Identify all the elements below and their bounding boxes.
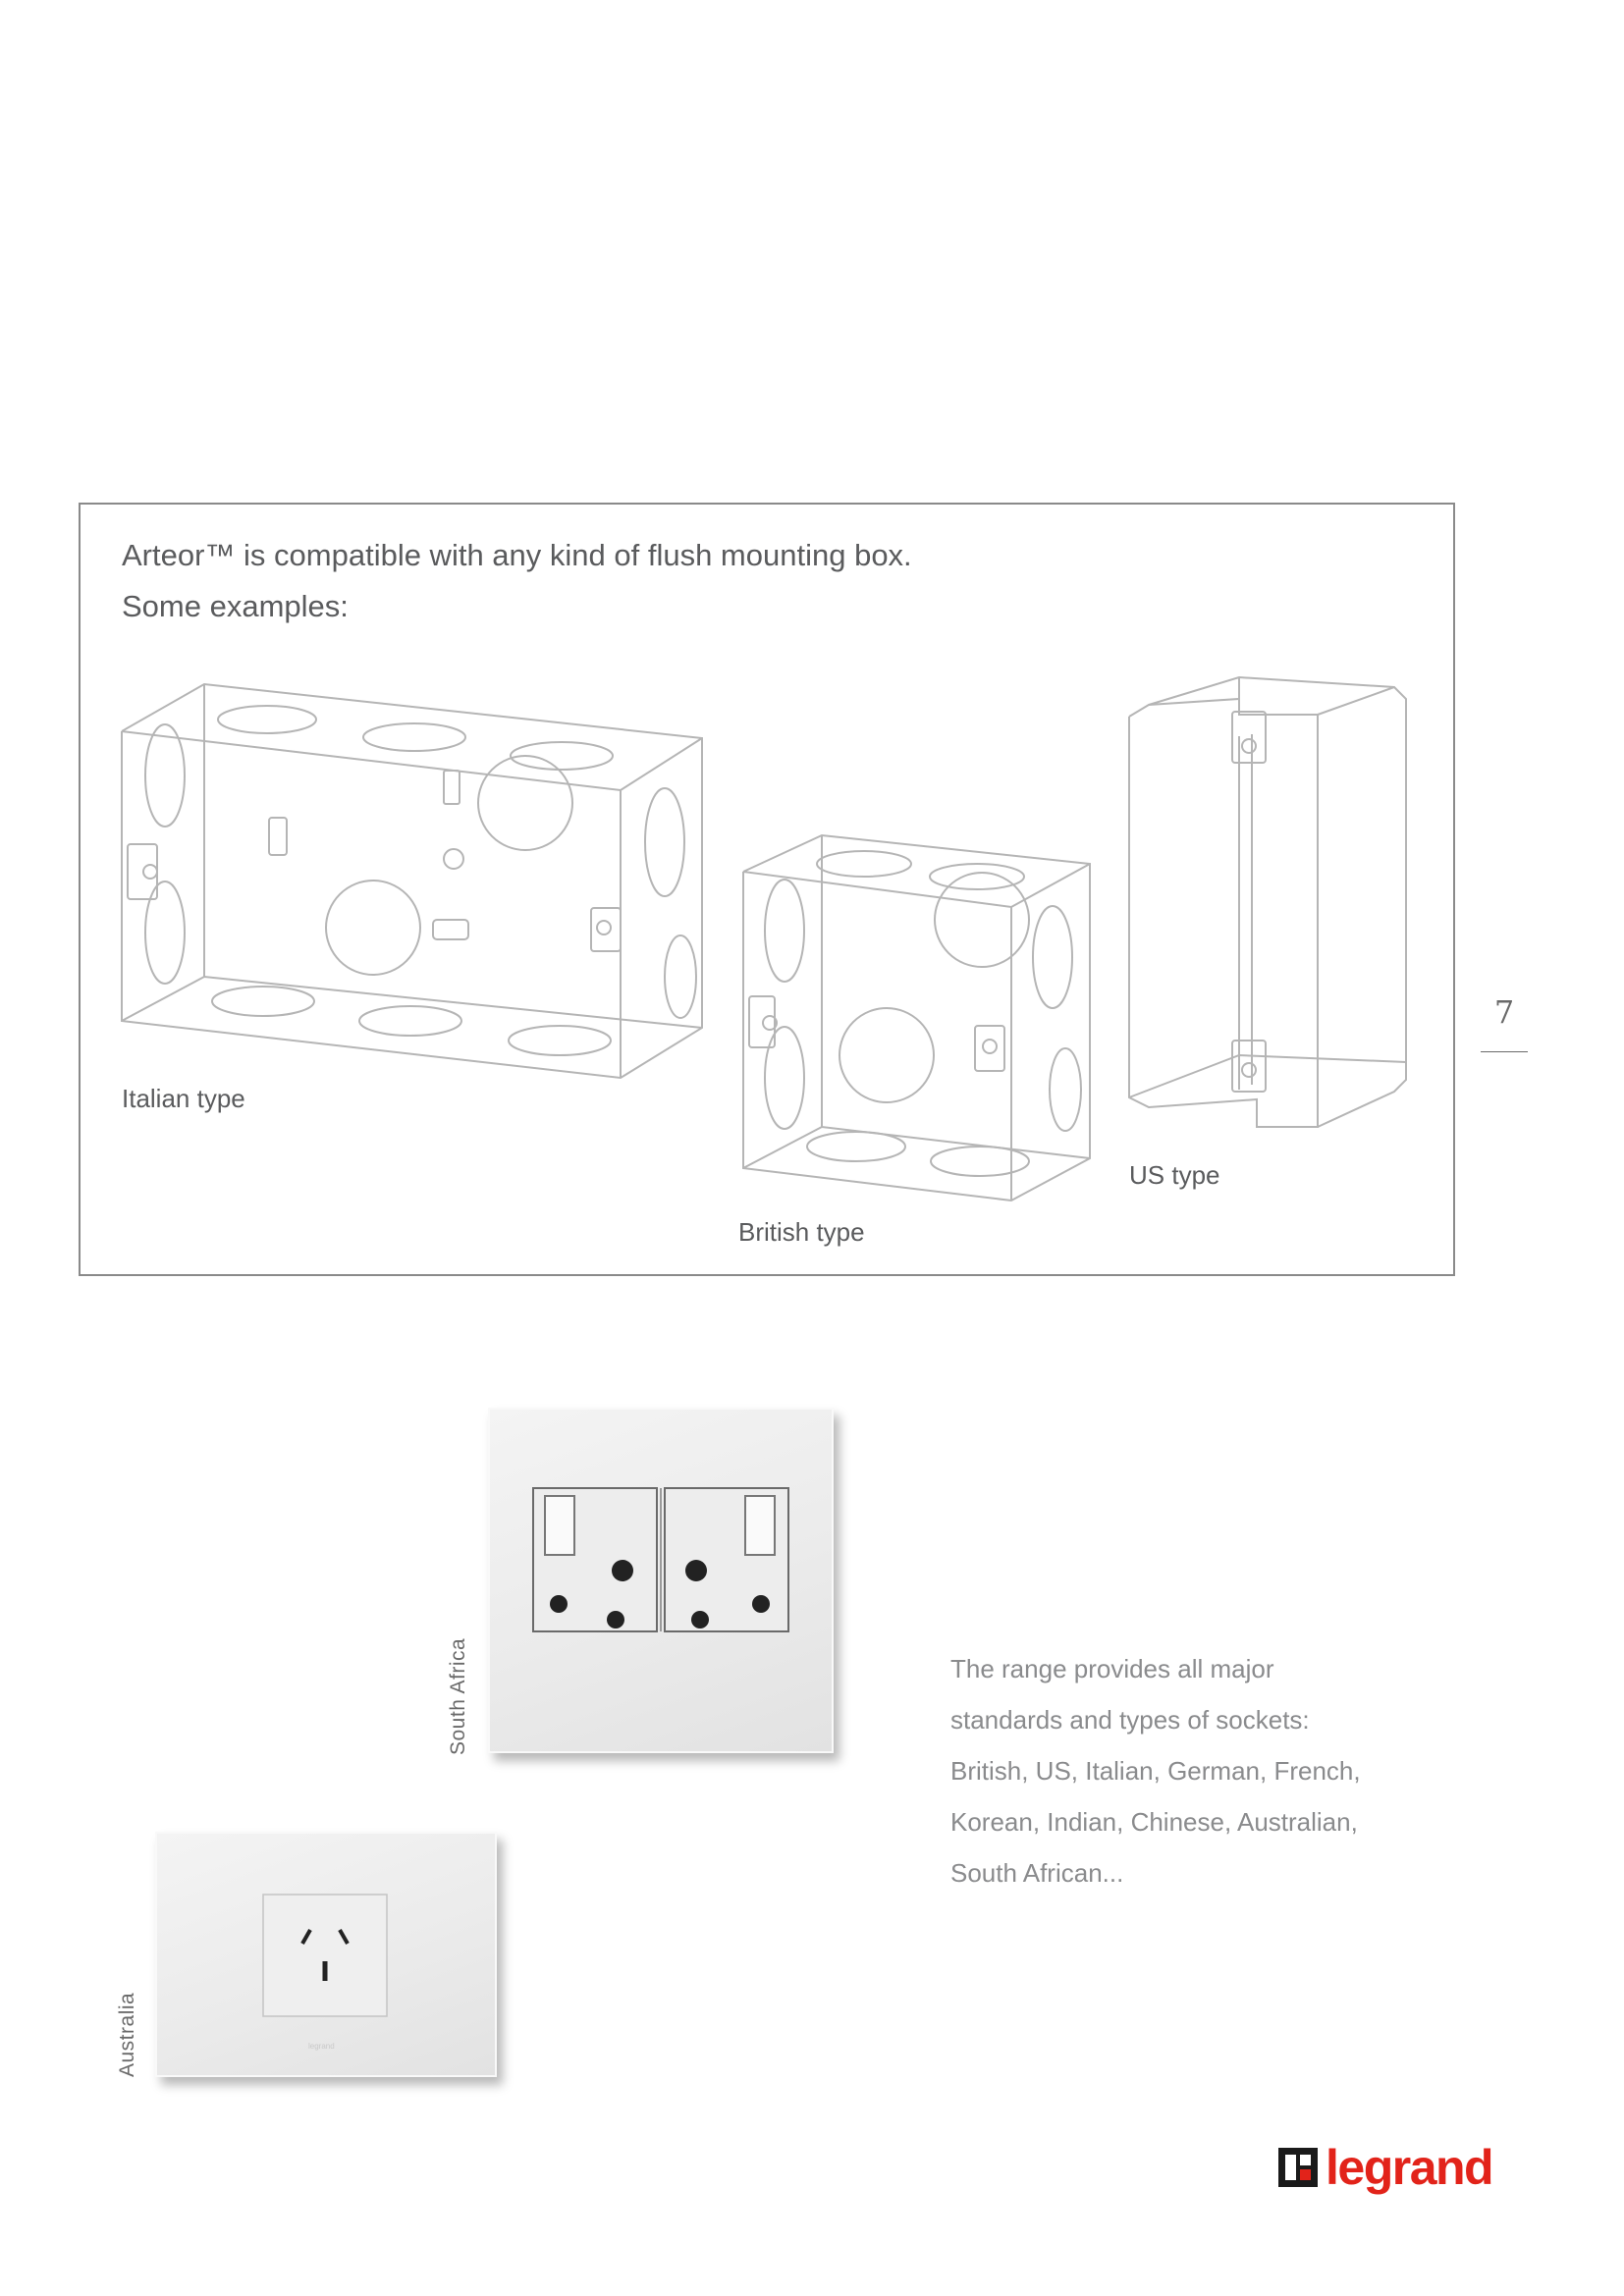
switch-left-icon: [545, 1496, 574, 1555]
south-africa-label: South Africa: [447, 1637, 469, 1755]
australia-label: Australia: [116, 1992, 138, 2077]
page-number: 7: [1493, 993, 1515, 1031]
description-line: The range provides all major: [950, 1654, 1274, 1683]
range-description: [950, 1643, 1412, 1898]
australia-socket-plate: [155, 1832, 497, 2077]
british-box-drawing: [743, 835, 1090, 1201]
description-line: standards and types of sockets:: [950, 1705, 1310, 1735]
us-type-label: US type: [1129, 1160, 1220, 1190]
description-line: British, US, Italian, German, French,: [950, 1756, 1361, 1786]
description-line: South African...: [950, 1858, 1124, 1888]
intro-line-1: Arteor™ is compatible with any kind of flush mounting box.: [122, 538, 912, 572]
us-box-drawing: [1129, 677, 1406, 1127]
page-number-rule: [1481, 1051, 1528, 1052]
south-africa-socket-plate: [488, 1408, 834, 1753]
italian-type-label: Italian type: [122, 1084, 245, 1113]
british-type-label: British type: [738, 1217, 865, 1247]
legrand-logo-mark-icon: [1278, 2148, 1318, 2187]
italian-box-drawing: [122, 684, 702, 1078]
switch-right-icon: [745, 1496, 775, 1555]
intro-line-2: Some examples:: [122, 589, 349, 623]
description-line: Korean, Indian, Chinese, Australian,: [950, 1807, 1358, 1837]
australia-socket-drawing: [155, 1832, 497, 2077]
legrand-logo: [1278, 2138, 1492, 2197]
legrand-logo-text: legrand: [1326, 2140, 1493, 2195]
plate-brand-mark: legrand: [308, 2042, 335, 2051]
south-africa-socket-drawing: [488, 1408, 834, 1753]
